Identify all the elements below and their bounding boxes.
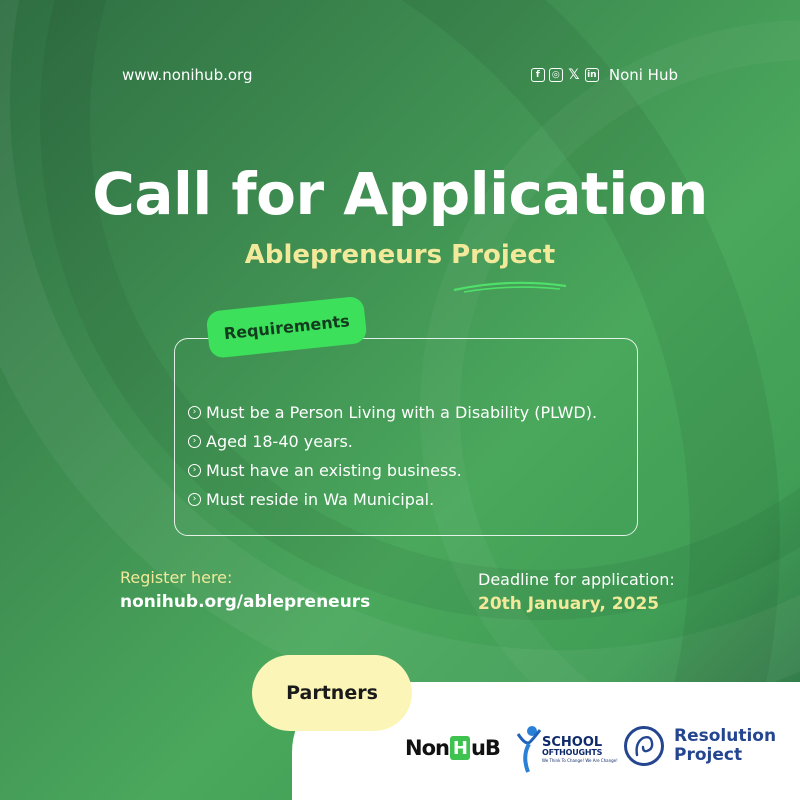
instagram-icon[interactable]: ◎: [549, 68, 563, 82]
resolution-project-logo: [624, 726, 776, 766]
noni-hub-logo-text: Non: [405, 736, 449, 760]
resolution-line1: Resolution: [674, 726, 777, 747]
list-item: [188, 427, 597, 456]
facebook-icon[interactable]: f: [531, 68, 545, 82]
chevron-right-icon: ›: [188, 406, 201, 419]
chevron-right-icon: ›: [188, 435, 201, 448]
register-label: Register here:: [120, 568, 233, 587]
person-figure-icon: [516, 724, 542, 774]
school-line2: OFTHOUGHTS: [542, 747, 603, 757]
requirement-text: Must have an existing business.: [206, 461, 462, 480]
school-of-thoughts-logo: [516, 724, 618, 774]
register-link[interactable]: nonihub.org/ablepreneurs: [120, 592, 371, 612]
resolution-line2: Project: [674, 745, 743, 765]
website-url[interactable]: www.nonihub.org: [122, 66, 253, 84]
deadline-label: Deadline for application:: [478, 570, 675, 589]
social-links: [531, 66, 678, 84]
noni-hub-logo-text: uB: [470, 736, 500, 760]
chevron-right-icon: ›: [188, 464, 201, 477]
requirements-tag: Requirements: [206, 296, 368, 359]
resolution-project-text: [674, 727, 776, 764]
page-title: Call for Application: [92, 160, 708, 228]
school-tagline: We Think To Change! We Are Change!: [542, 757, 618, 763]
project-subtitle: Ablepreneurs Project: [244, 240, 556, 270]
linkedin-icon[interactable]: in: [585, 68, 599, 82]
list-item: [188, 456, 597, 485]
requirement-text: Must reside in Wa Municipal.: [206, 490, 435, 509]
noni-hub-mark: H: [450, 736, 470, 760]
noni-hub-logo: [405, 736, 500, 760]
school-of-thoughts-text: [542, 736, 618, 763]
school-line1: SCHOOL: [542, 734, 603, 750]
list-item: [188, 398, 597, 427]
resolution-face-icon: [624, 726, 664, 766]
requirement-text: Must be a Person Living with a Disability (PLWD).: [206, 403, 598, 422]
requirement-text: Aged 18-40 years.: [206, 432, 353, 451]
social-handle: Noni Hub: [608, 66, 678, 84]
underline-swoosh: [450, 280, 570, 294]
x-icon[interactable]: 𝕏: [568, 67, 580, 83]
requirements-list: [188, 398, 597, 514]
deadline-date: 20th January, 2025: [478, 594, 660, 614]
partners-label: Partners: [252, 655, 412, 731]
chevron-right-icon: ›: [188, 493, 201, 506]
list-item: [188, 485, 597, 514]
